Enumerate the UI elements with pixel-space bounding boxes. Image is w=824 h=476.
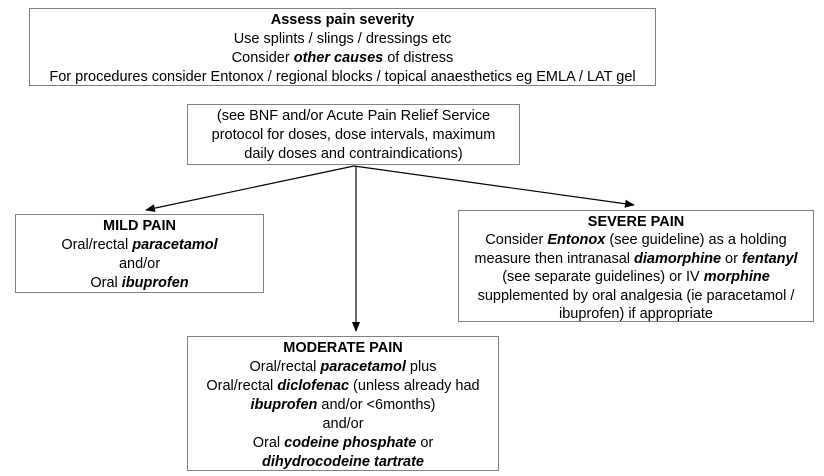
text-line: Oral/rectal diclofenac (unless already had bbox=[206, 378, 480, 394]
text-line: ibuprofen and/or <6months) bbox=[250, 397, 436, 413]
text-line: MILD PAIN bbox=[102, 218, 177, 234]
text-line: Oral ibuprofen bbox=[90, 275, 189, 291]
protocol-note-box bbox=[187, 104, 520, 165]
text-line: and/or bbox=[118, 256, 161, 272]
text-line: (see separate guidelines) or IV morphine bbox=[502, 269, 770, 286]
text-line: dihydrocodeine tartrate bbox=[262, 454, 424, 470]
text-line: ibuprofen) if appropriate bbox=[559, 306, 713, 323]
text-line: Use splints / slings / dressings etc bbox=[233, 31, 452, 47]
text-line: Consider other causes of distress bbox=[231, 50, 454, 66]
text-line: Assess pain severity bbox=[270, 12, 415, 28]
text-line: Oral codeine phosphate or bbox=[252, 435, 434, 451]
text-line: SEVERE PAIN bbox=[587, 214, 685, 230]
text-line: Oral/rectal paracetamol bbox=[61, 237, 218, 253]
text-line: For procedures consider Entonox / regional blocks / topical anaesthetics eg EMLA / LAT gel bbox=[49, 69, 636, 85]
text-line: Consider Entonox (see guideline) as a holding bbox=[485, 232, 787, 249]
arrow-protocol-to-severe-pain bbox=[354, 166, 634, 205]
text-line: (see BNF and/or Acute Pain Relief Service bbox=[216, 108, 491, 124]
text-line: daily doses and contraindications) bbox=[244, 146, 463, 162]
text-line: protocol for doses, dose intervals, maximum bbox=[211, 127, 496, 143]
text-line: and/or bbox=[322, 416, 364, 432]
text-line: Oral/rectal paracetamol plus bbox=[249, 359, 437, 375]
text-line: MODERATE PAIN bbox=[283, 340, 403, 356]
moderate-pain-box bbox=[187, 336, 499, 471]
text-line: supplemented by oral analgesia (ie paracetamol / bbox=[477, 287, 795, 304]
mild-pain-box bbox=[15, 214, 264, 293]
assess-pain-severity-box bbox=[29, 8, 656, 86]
text-line: measure then intranasal diamorphine or fentanyl bbox=[474, 250, 798, 267]
severe-pain-box bbox=[458, 210, 814, 322]
arrow-protocol-to-mild-pain bbox=[146, 166, 354, 210]
